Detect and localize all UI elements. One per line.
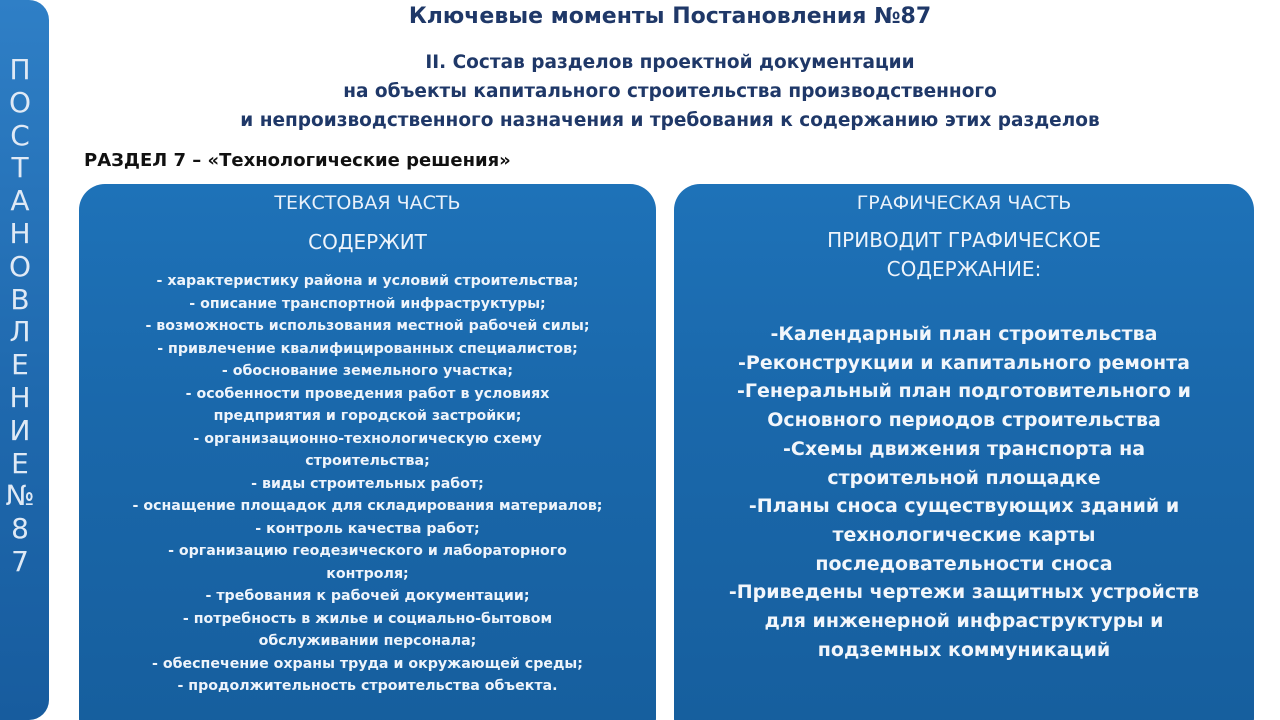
vertical-title-letter: Е <box>11 348 29 382</box>
list-item: -Приведены чертежи защитных устройств <box>728 581 1200 604</box>
list-item: - характеристику района и условий строительства; <box>156 273 579 289</box>
list-item: - обеспечение охраны труда и окружающей среды; <box>152 655 583 672</box>
list-item: - возможность использования местной рабочей силы; <box>145 318 590 334</box>
subtitle-line: на объекты капитального строительства производственного <box>343 81 997 102</box>
list-item: - организационно-технологическую схему <box>193 430 542 447</box>
vertical-title-letter: С <box>10 118 30 152</box>
list-item: -Планы сноса существующих зданий и <box>748 495 1180 518</box>
list-item: -Генеральный план подготовительного и <box>737 380 1191 403</box>
vertical-title-letter: О <box>8 85 32 119</box>
graphic-part-contains-line: ПРИВОДИТ ГРАФИЧЕСКОЕ <box>827 228 1101 252</box>
slide-title: Ключевые моменты Постановления №87 <box>408 4 932 29</box>
section-title: РАЗДЕЛ 7 – «Технологические решения» <box>84 150 511 171</box>
graphic-part-contains-label <box>674 226 1254 284</box>
list-item: - контроль качества работ; <box>255 520 480 537</box>
list-item: - обоснование земельного участка; <box>221 363 514 379</box>
subtitle-line: и непроизводственного назначения и требования к содержанию этих разделов <box>240 110 1100 131</box>
graphic-part-contains-line: СОДЕРЖАНИЕ: <box>886 257 1042 281</box>
text-part-heading: ТЕКСТОВАЯ ЧАСТЬ <box>274 192 461 214</box>
graphic-part-heading: ГРАФИЧЕСКАЯ ЧАСТЬ <box>856 192 1072 214</box>
subtitle-line: II. Состав разделов проектной документации <box>425 52 915 73</box>
slide-subtitle <box>60 48 1280 135</box>
list-item: - привлечение квалифицированных специалистов; <box>157 340 578 357</box>
list-item: - оснащение площадок для складирования материалов; <box>132 498 603 514</box>
vertical-title-letter: № <box>5 479 35 513</box>
list-item: -Реконструкции и капитального ремонта <box>738 351 1190 374</box>
list-item: обслуживании персонала; <box>258 633 477 649</box>
list-item: предприятия и городской застройки; <box>213 408 522 424</box>
list-item: - виды строительных работ; <box>251 475 484 492</box>
list-item: для инженерной инфраструктуры и <box>764 610 1164 633</box>
graphic-part-panel <box>674 184 1254 720</box>
list-item: Основного периодов строительства <box>767 409 1161 432</box>
list-item: - организацию геодезического и лабораторного <box>168 543 567 559</box>
vertical-title-letter: О <box>8 249 32 283</box>
vertical-title-letter: Н <box>9 216 31 250</box>
vertical-title-letter: 8 <box>11 512 29 546</box>
side-vertical-banner <box>0 0 49 720</box>
list-item: строительной площадке <box>827 466 1101 489</box>
text-part-list <box>79 270 656 698</box>
list-item: - продолжительность строительства объекта. <box>177 678 558 694</box>
list-item: контроля; <box>326 565 409 582</box>
vertical-title-letter: Е <box>11 446 29 480</box>
vertical-title-letter: Т <box>11 151 29 185</box>
list-item: технологические карты <box>832 523 1096 546</box>
text-part-contains-label: СОДЕРЖИТ <box>308 230 427 254</box>
vertical-title-letter: А <box>10 184 30 218</box>
list-item: - требования к рабочей документации; <box>205 588 530 604</box>
list-item: строительства; <box>305 453 430 469</box>
vertical-title <box>0 54 40 579</box>
graphic-part-list <box>674 320 1254 664</box>
vertical-title-letter: Н <box>9 380 31 414</box>
vertical-title-letter: 7 <box>11 544 29 578</box>
list-item: - потребность в жилье и социально-бытовом <box>182 610 553 627</box>
text-part-panel <box>79 184 656 720</box>
list-item: - особенности проведения работ в условиях <box>185 385 550 402</box>
vertical-title-letter: В <box>10 282 30 316</box>
list-item: - описание транспортной инфраструктуры; <box>189 295 546 312</box>
vertical-title-letter: П <box>9 53 31 86</box>
vertical-title-letter: И <box>9 413 31 447</box>
vertical-title-letter: Л <box>9 315 31 349</box>
list-item: -Схемы движения транспорта на <box>782 437 1146 460</box>
list-item: последовательности сноса <box>815 552 1113 575</box>
list-item: подземных коммуникаций <box>817 638 1111 661</box>
list-item: -Календарный план строительства <box>770 323 1158 345</box>
